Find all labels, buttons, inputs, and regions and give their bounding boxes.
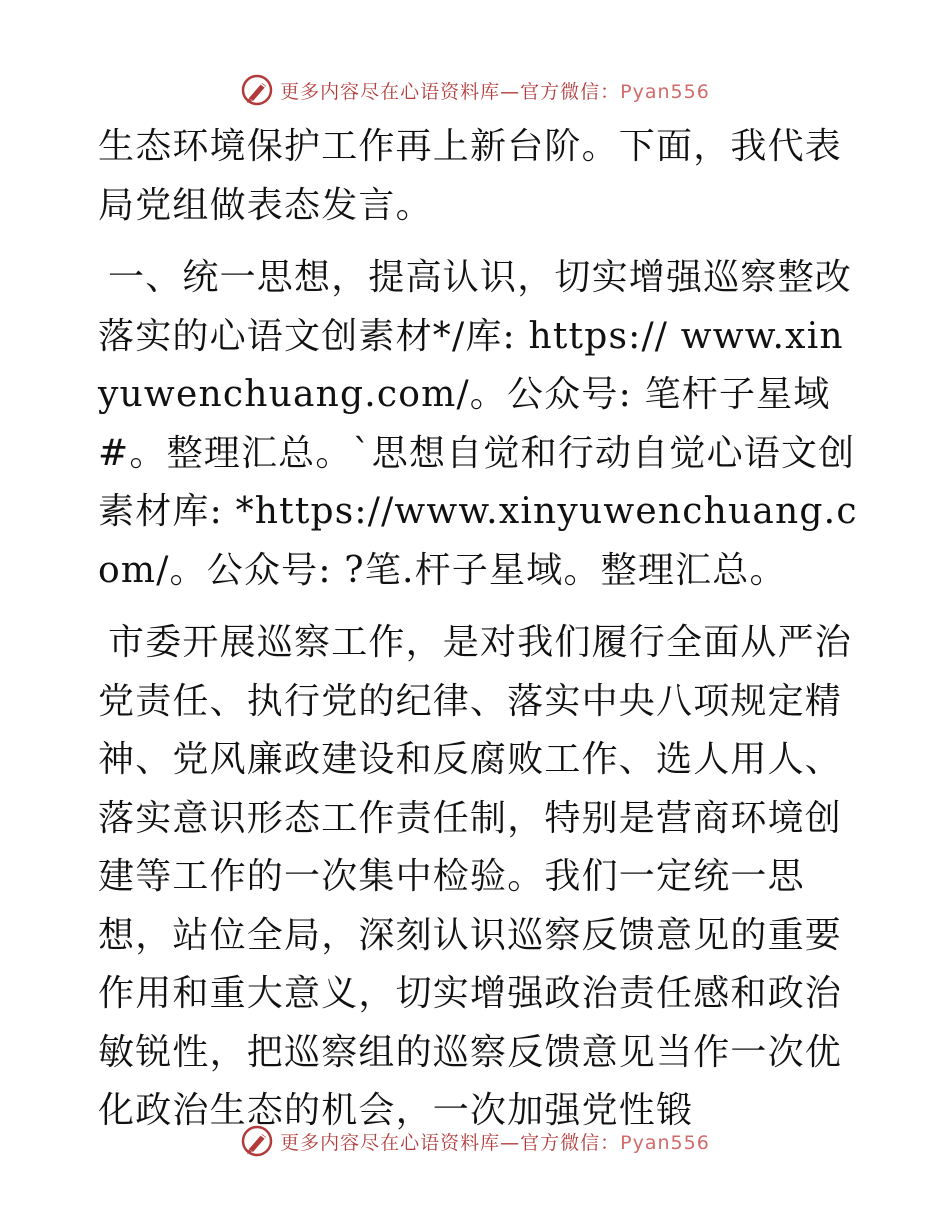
banner-site-text: 更多内容尽在心语资料库—官方微信：	[280, 1131, 621, 1154]
banner-text	[280, 77, 710, 104]
header-banner	[0, 70, 950, 110]
banner-wechat-id: Pyan556	[620, 1131, 710, 1154]
footer-banner	[0, 1121, 950, 1161]
banner-text	[280, 1128, 710, 1155]
banner-wechat-id: Pyan556	[620, 80, 710, 103]
paragraph-section-one: 一、统一思想，提高认识，切实增强巡察整改落实的心语文创素材*/库: https:// www.xinyuwenchuang.com/。公众号: 笔杆子星域#。整理汇总。`思想自觉和行动自觉心语文创素材库: *https://www.xinyuwenchuang.com/。公众号: ?笔.杆子星域。整理汇总。	[98, 257, 858, 591]
paragraph-inspection: 市委开展巡察工作，是对我们履行全面从严治党责任、执行党的纪律、落实中央八项规定精神、党风廉政建设和反腐败工作、选人用人、落实意识形态工作责任制，特别是营商环境创建等工作的一次集中检验。我们一定统一思想，站位全局，深刻认识巡察反馈意见的重要作用和重大意义，切实增强政治责任感和政治敏锐性，把巡察组的巡察反馈意见当作一次优化政治生态的机会，一次加强党性锻	[98, 622, 853, 1131]
banner-site-text: 更多内容尽在心语资料库—官方微信：	[280, 80, 621, 103]
pen-logo-icon	[240, 1124, 274, 1158]
paragraph-intro: 生态环境保护工作再上新台阶。下面，我代表局党组做表态发言。	[98, 126, 843, 226]
document-body	[98, 118, 858, 1141]
pen-logo-icon	[240, 73, 274, 107]
